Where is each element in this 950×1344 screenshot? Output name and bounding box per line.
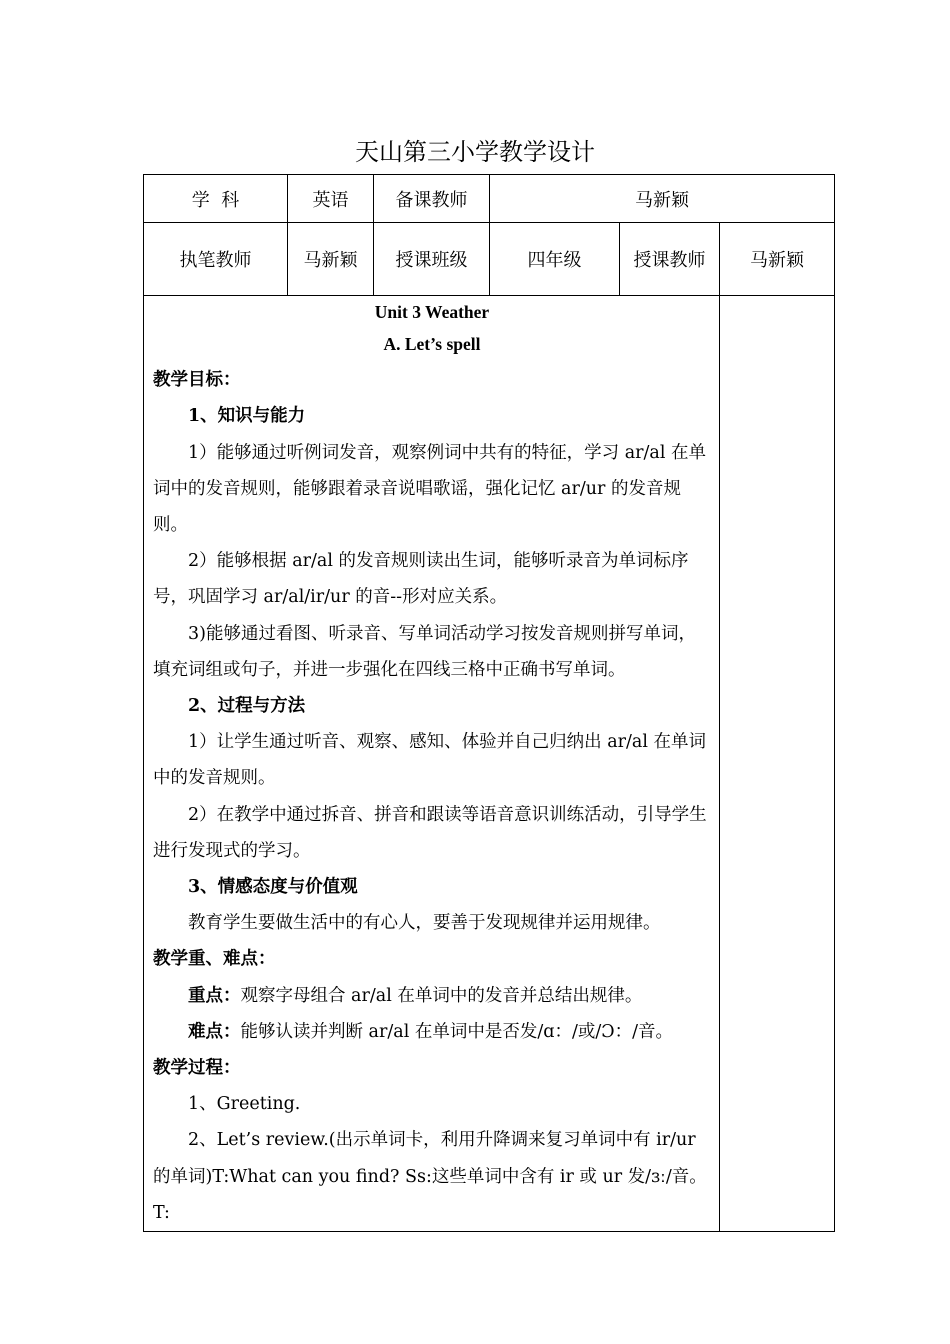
lecturer-label: 授课教师 — [620, 223, 720, 296]
goal1-paragraph-1: 1）能够通过听例词发音，观察例词中共有的特征，学习 ar/al 在单词中的发音规则，能够跟着录音说唱歌谣，强化记忆 ar/ur 的发音规则。 — [153, 442, 706, 536]
writer-label: 执笔教师 — [144, 223, 288, 296]
goal2-paragraph-2: 2）在教学中通过拆音、拼音和跟读等语音意识训练活动，引导学生进行发现式的学习。 — [153, 804, 707, 861]
header-row-2 — [144, 223, 835, 296]
lesson-content — [144, 296, 720, 1232]
goal2-paragraph-1: 1）让学生通过听音、观察、感知、体验并自己归纳出 ar/al 在单词中的发音规则。 — [153, 732, 706, 789]
class-value: 四年级 — [490, 223, 620, 296]
side-column — [720, 296, 835, 1232]
prep-teacher-label: 备课教师 — [374, 175, 490, 223]
difficulty-point — [153, 1014, 711, 1050]
prep-teacher-value: 马新颖 — [490, 175, 835, 223]
key-point-label: 重点： — [188, 985, 241, 1006]
process-step-1: 1、Greeting. — [188, 1094, 301, 1115]
goal3-paragraph-1: 教育学生要做生活中的有心人，要善于发现规律并运用规律。 — [188, 913, 661, 934]
content-row — [144, 296, 835, 1232]
document-title: 天山第三小学教学设计 — [355, 138, 595, 166]
difficulty-label: 难点： — [188, 1021, 241, 1042]
header-row-1 — [144, 175, 835, 223]
goal1-paragraph-3: 3)能够通过看图、听录音、写单词活动学习按发音规则拼写单词，填充词组或句子，并进一步强化在四线三格中正确书写单词。 — [153, 623, 696, 680]
key-point — [153, 978, 711, 1014]
process-step-2: 2、Let’s review.(出示单词卡，利用升降调来复习单词中有 ir/ur 的单词)T:What can you find? Ss:这些单词中含有 ir 或 ur 发/ɜː/音。T: — [153, 1130, 707, 1223]
process-heading: 教学过程： — [153, 1058, 241, 1079]
lecturer-value: 马新颖 — [720, 223, 835, 296]
goal3-heading: 3、情感态度与价值观 — [188, 877, 358, 898]
goal1-paragraph-2: 2）能够根据 ar/al 的发音规则读出生词，能够听录音为单词标序号，巩固学习 ar/al/ir/ur 的音--形对应关系。 — [153, 551, 689, 608]
goal2-heading: 2、过程与方法 — [188, 696, 306, 717]
lesson-title: A. Let’s spell — [383, 334, 481, 354]
difficulty-text: 能够认读并判断 ar/al 在单词中是否发/ɑ：/或/Ɔ：/音。 — [240, 1021, 674, 1042]
key-points-heading: 教学重、难点： — [153, 949, 276, 970]
writer-value: 马新颖 — [288, 223, 374, 296]
key-point-text: 观察字母组合 ar/al 在单词中的发音并总结出规律。 — [240, 985, 643, 1006]
lesson-plan-table — [143, 174, 835, 1232]
goal1-heading: 1、知识与能力 — [188, 406, 306, 427]
class-label: 授课班级 — [374, 223, 490, 296]
subject-value: 英语 — [288, 175, 374, 223]
unit-title: Unit 3 Weather — [374, 302, 490, 322]
goals-heading: 教学目标： — [153, 370, 241, 391]
subject-label: 学 科 — [144, 175, 288, 223]
